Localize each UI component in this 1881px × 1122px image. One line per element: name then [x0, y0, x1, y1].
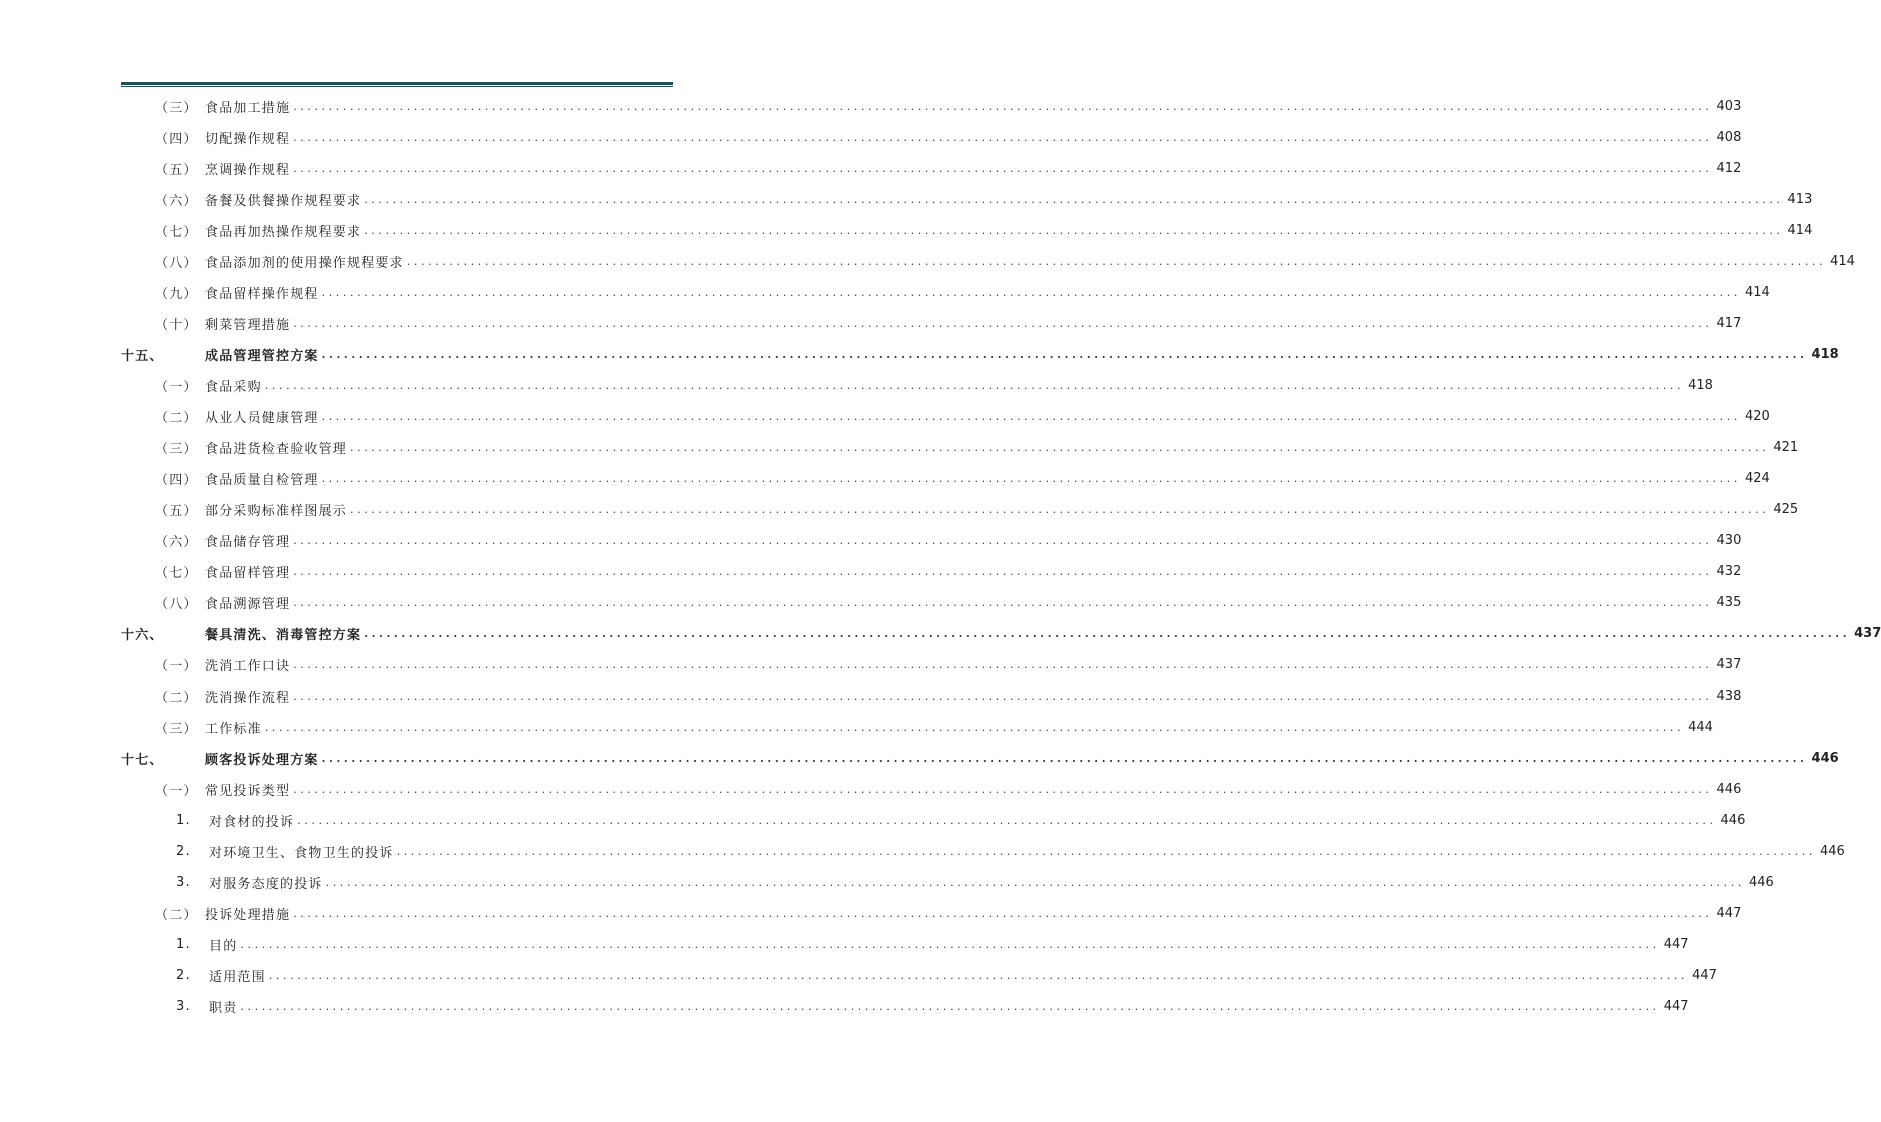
toc-entry-page-number: 446 — [1819, 843, 1845, 859]
toc-entry-number: 3. — [176, 874, 191, 890]
toc-section-entry[interactable] — [121, 747, 1839, 769]
toc-dot-leader: ........................................................................................................................................................................................................ — [321, 285, 1741, 299]
toc-entry-number: （四） — [155, 473, 198, 489]
toc-subsection-entry[interactable] — [155, 685, 1742, 707]
toc-entry-page-number: 437 — [1854, 626, 1881, 642]
toc-subsection-entry[interactable] — [155, 778, 1742, 800]
toc-dot-leader: ........................................................................................................................................................................................................ — [297, 813, 1717, 827]
toc-entry-page-number: 438 — [1716, 688, 1742, 704]
toc-entry-title: 食品留样操作规程 — [205, 286, 319, 302]
toc-subsection-entry[interactable] — [155, 716, 1713, 738]
toc-entry-number: （十） — [155, 317, 198, 333]
toc-dot-leader: ........................................................................................................................................................................................................ — [293, 99, 1713, 113]
toc-dot-leader: ........................................................................................................................................................................................................ — [364, 627, 1851, 641]
toc-entry-number: 十六、 — [121, 628, 164, 644]
toc-subsection-entry[interactable] — [155, 188, 1813, 210]
toc-entry-number: 十五、 — [121, 348, 164, 364]
toc-entry-page-number: 417 — [1716, 315, 1742, 331]
toc-subsection-entry[interactable] — [155, 126, 1742, 148]
toc-entry-number: 十七、 — [121, 752, 164, 768]
toc-entry-number: 2. — [176, 967, 191, 983]
toc-dot-leader: ........................................................................................................................................................................................................ — [293, 565, 1713, 579]
toc-entry-number: （六） — [155, 535, 198, 551]
toc-entry-number: （六） — [155, 193, 198, 209]
toc-subsection-entry[interactable] — [155, 157, 1742, 179]
toc-entry-number: （五） — [155, 504, 198, 520]
toc-entry-number: 1. — [176, 812, 191, 828]
toc-entry-title: 食品储存管理 — [205, 535, 291, 551]
toc-dot-leader: ........................................................................................................................................................................................................ — [264, 378, 1685, 392]
toc-entry-number: （二） — [155, 411, 198, 426]
toc-entry-page-number: 446 — [1748, 874, 1774, 890]
toc-dot-leader: ........................................................................................................................................................................................................ — [293, 316, 1713, 330]
toc-entry-page-number: 403 — [1716, 98, 1742, 114]
toc-entry-page-number: 437 — [1716, 657, 1742, 673]
toc-dot-leader: ........................................................................................................................................................................................................ — [325, 875, 1745, 889]
toc-entry-number: （一） — [155, 783, 198, 799]
toc-entry-number: （七） — [155, 224, 198, 240]
toc-dot-leader: ........................................................................................................................................................................................................ — [268, 968, 1689, 982]
toc-entry-page-number: 424 — [1744, 471, 1770, 487]
toc-entry-title: 食品留样管理 — [205, 566, 291, 582]
toc-entry-number: （四） — [155, 131, 198, 147]
toc-entry-number: 2. — [176, 843, 191, 859]
toc-subsection-entry[interactable] — [155, 219, 1813, 241]
toc-entry-page-number: 446 — [1716, 781, 1742, 797]
toc-subsection-entry[interactable] — [155, 654, 1742, 676]
toc-entry-title: 食品加工措施 — [205, 100, 291, 116]
toc-dot-leader: ........................................................................................................................................................................................................ — [293, 596, 1713, 610]
toc-entry-title: 对食材的投诉 — [209, 814, 295, 830]
toc-entry-page-number: 413 — [1787, 191, 1813, 207]
toc-entry-title: 洗消工作口诀 — [205, 659, 291, 675]
toc-entry-number: （三） — [155, 100, 198, 116]
toc-subsection-entry[interactable] — [155, 437, 1799, 459]
toc-section-entry[interactable] — [121, 343, 1839, 365]
toc-subsection-entry[interactable] — [155, 281, 1770, 303]
toc-entry-page-number: 432 — [1716, 564, 1742, 580]
toc-entry-title: 成品管理管控方案 — [205, 348, 319, 364]
toc-entry-number: （二） — [155, 690, 198, 706]
toc-entry-title: 烹调操作规程 — [205, 162, 291, 178]
toc-entry-title: 食品再加热操作规程要求 — [205, 224, 362, 240]
toc-entry-page-number: 414 — [1744, 284, 1770, 300]
toc-entry-number: （二） — [155, 907, 198, 923]
toc-entry-title: 剩菜管理措施 — [205, 317, 291, 333]
toc-entry-page-number: 447 — [1692, 967, 1717, 983]
toc-entry-number: 3. — [176, 999, 191, 1014]
toc-entry-title: 投诉处理措施 — [205, 907, 291, 923]
toc-entry-title: 对环境卫生、食物卫生的投诉 — [209, 845, 394, 861]
toc-dot-leader: ........................................................................................................................................................................................................ — [396, 844, 1816, 858]
toc-dot-leader: ........................................................................................................................................................................................................ — [264, 720, 1685, 734]
toc-subsection-entry[interactable] — [155, 592, 1742, 614]
toc-entry-page-number: 447 — [1716, 905, 1742, 921]
toc-entry-page-number: 425 — [1773, 502, 1799, 518]
toc-entry-title: 部分采购标准样图展示 — [205, 504, 348, 520]
toc-dot-leader: ........................................................................................................................................................................................................ — [364, 223, 1784, 237]
toc-entry-page-number: 430 — [1716, 533, 1742, 549]
toc-entry-page-number: 421 — [1773, 440, 1799, 456]
toc-entry-title: 食品质量自检管理 — [205, 473, 319, 489]
toc-entry-page-number: 446 — [1811, 750, 1839, 766]
toc-entry-title: 食品溯源管理 — [205, 597, 291, 613]
toc-entry-title: 适用范围 — [209, 969, 266, 985]
toc-subsection-entry[interactable] — [155, 530, 1742, 552]
toc-dot-leader: ........................................................................................................................................................................................................ — [240, 1000, 1660, 1013]
toc-entry-page-number: 412 — [1716, 160, 1742, 176]
toc-subsection-entry[interactable] — [155, 95, 1742, 117]
toc-entry-number: （七） — [155, 566, 198, 582]
toc-subsection-entry[interactable] — [155, 561, 1742, 583]
toc-entry-title: 从业人员健康管理 — [205, 411, 319, 426]
toc-subsection-entry[interactable] — [155, 250, 1855, 272]
toc-item-entry[interactable] — [176, 933, 1689, 955]
toc-entry-number: （一） — [155, 379, 198, 395]
toc-entry-number: （五） — [155, 162, 198, 178]
toc-entry-page-number: 414 — [1787, 222, 1813, 238]
toc-entry-title: 餐具清洗、消毒管控方案 — [205, 628, 362, 644]
toc-entry-title: 洗消操作流程 — [205, 690, 291, 706]
toc-dot-leader: ........................................................................................................................................................................................................ — [321, 472, 1741, 486]
toc-dot-leader: ........................................................................................................................................................................................................ — [321, 410, 1741, 423]
toc-entry-page-number: 444 — [1688, 719, 1713, 735]
toc-entry-title: 常见投诉类型 — [205, 783, 291, 799]
toc-subsection-entry[interactable] — [155, 499, 1799, 521]
toc-dot-leader: ........................................................................................................................................................................................................ — [350, 503, 1770, 517]
toc-entry-title: 职责 — [209, 1001, 238, 1016]
toc-entry-page-number: 420 — [1744, 409, 1770, 424]
toc-subsection-entry[interactable] — [155, 468, 1770, 490]
toc-entry-page-number: 418 — [1811, 346, 1839, 362]
toc-item-entry[interactable] — [176, 871, 1774, 893]
toc-dot-leader: ........................................................................................................................................................................................................ — [293, 906, 1713, 920]
toc-dot-leader: ........................................................................................................................................................................................................ — [293, 782, 1713, 796]
toc-dot-leader: ........................................................................................................................................................................................................ — [364, 192, 1784, 206]
toc-item-entry[interactable] — [176, 840, 1845, 862]
toc-entry-page-number: 447 — [1663, 999, 1689, 1014]
toc-item-entry[interactable] — [176, 809, 1746, 831]
toc-entry-title: 备餐及供餐操作规程要求 — [205, 193, 362, 209]
toc-entry-number: （三） — [155, 442, 198, 458]
toc-subsection-entry[interactable] — [155, 902, 1742, 924]
toc-entry-title: 目的 — [209, 938, 238, 954]
toc-dot-leader: ........................................................................................................................................................................................................ — [240, 937, 1660, 951]
toc-dot-leader: ........................................................................................................................................................................................................ — [293, 534, 1713, 548]
toc-entry-number: （一） — [155, 659, 198, 675]
toc-entry-page-number: 414 — [1830, 253, 1855, 269]
toc-subsection-entry[interactable] — [155, 374, 1713, 396]
toc-entry-number: （八） — [155, 255, 198, 271]
toc-dot-leader: ........................................................................................................................................................................................................ — [293, 658, 1713, 672]
toc-dot-leader: ........................................................................................................................................................................................................ — [293, 689, 1713, 703]
toc-entry-title: 食品添加剂的使用操作规程要求 — [205, 255, 404, 271]
toc-dot-leader: ........................................................................................................................................................................................................ — [350, 441, 1770, 455]
toc-dot-leader: ........................................................................................................................................................................................................ — [321, 347, 1808, 361]
toc-entry-number: （九） — [155, 286, 198, 302]
toc-dot-leader: ........................................................................................................................................................................................................ — [321, 751, 1808, 765]
toc-entry-page-number: 447 — [1663, 936, 1689, 952]
toc-entry-number: （八） — [155, 597, 198, 613]
toc-dot-leader: ........................................................................................................................................................................................................ — [293, 161, 1713, 175]
toc-entry-title: 对服务态度的投诉 — [209, 876, 323, 892]
toc-entry-page-number: 446 — [1720, 812, 1746, 828]
toc-entry-page-number: 408 — [1716, 129, 1742, 145]
toc-entry-title: 工作标准 — [205, 721, 262, 737]
toc-item-entry[interactable] — [176, 996, 1689, 1018]
toc-entry-title: 食品采购 — [205, 379, 262, 395]
toc-entry-page-number: 418 — [1688, 377, 1713, 393]
toc-entry-title: 切配操作规程 — [205, 131, 291, 147]
toc-entry-number: 1. — [176, 936, 191, 952]
toc-dot-leader: ........................................................................................................................................................................................................ — [293, 130, 1713, 144]
toc-section-entry[interactable] — [121, 623, 1881, 645]
toc-entry-title: 食品进货检查验收管理 — [205, 442, 348, 458]
toc-entry-page-number: 435 — [1716, 595, 1742, 611]
toc-entry-number: （三） — [155, 721, 198, 737]
toc-item-entry[interactable] — [176, 964, 1717, 986]
toc-entry-title: 顾客投诉处理方案 — [205, 752, 319, 768]
toc-dot-leader: ........................................................................................................................................................................................................ — [406, 254, 1827, 268]
toc-subsection-entry[interactable] — [155, 406, 1770, 428]
toc-subsection-entry[interactable] — [155, 312, 1742, 334]
